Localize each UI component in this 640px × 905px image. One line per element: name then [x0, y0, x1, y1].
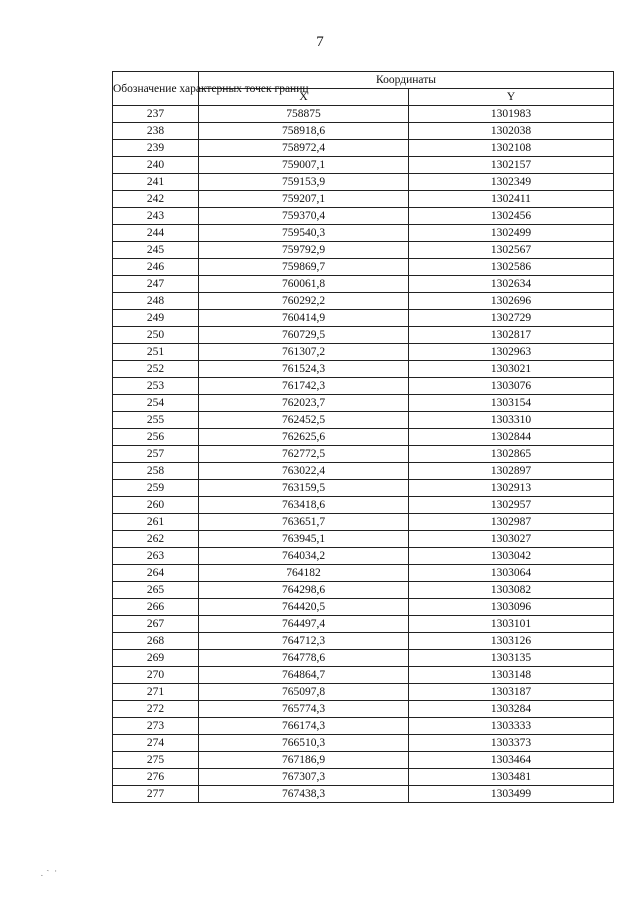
point-id-cell: 245 [113, 242, 199, 259]
point-id-cell: 268 [113, 633, 199, 650]
y-coordinate-cell: 1302957 [409, 497, 614, 514]
x-coordinate-cell: 761524,3 [199, 361, 409, 378]
x-coordinate-cell: 764182 [199, 565, 409, 582]
point-id-cell: 248 [113, 293, 199, 310]
table-row [113, 497, 614, 514]
x-coordinate-cell: 762625,6 [199, 429, 409, 446]
x-coordinate-cell: 759869,7 [199, 259, 409, 276]
point-id-cell: 275 [113, 752, 199, 769]
table-row [113, 786, 614, 803]
x-coordinate-cell: 767438,3 [199, 786, 409, 803]
x-coordinate-cell: 763418,6 [199, 497, 409, 514]
y-coordinate-cell: 1302913 [409, 480, 614, 497]
y-coordinate-cell: 1302963 [409, 344, 614, 361]
point-id-cell: 255 [113, 412, 199, 429]
y-coordinate-cell: 1303101 [409, 616, 614, 633]
point-id-cell: 258 [113, 463, 199, 480]
point-id-cell: 263 [113, 548, 199, 565]
x-coordinate-cell: 759540,3 [199, 225, 409, 242]
table-row [113, 123, 614, 140]
table-row [113, 582, 614, 599]
x-coordinate-cell: 759007,1 [199, 157, 409, 174]
point-id-cell: 251 [113, 344, 199, 361]
y-coordinate-cell: 1303096 [409, 599, 614, 616]
table-row [113, 616, 614, 633]
y-coordinate-cell: 1303187 [409, 684, 614, 701]
y-coordinate-cell: 1302411 [409, 191, 614, 208]
y-coordinate-cell: 1303042 [409, 548, 614, 565]
table-row [113, 701, 614, 718]
point-id-cell: 238 [113, 123, 199, 140]
x-coordinate-cell: 761307,2 [199, 344, 409, 361]
x-coordinate-cell: 759153,9 [199, 174, 409, 191]
table-row [113, 684, 614, 701]
x-coordinate-cell: 759792,9 [199, 242, 409, 259]
table-row [113, 667, 614, 684]
table-row [113, 242, 614, 259]
scan-artifact: · ` · [38, 865, 60, 881]
x-coordinate-cell: 758972,4 [199, 140, 409, 157]
x-coordinate-cell: 763945,1 [199, 531, 409, 548]
y-coordinate-cell: 1303021 [409, 361, 614, 378]
table-row [113, 310, 614, 327]
x-coordinate-cell: 758875 [199, 106, 409, 123]
point-id-cell: 277 [113, 786, 199, 803]
x-coordinate-cell: 762452,5 [199, 412, 409, 429]
x-coordinate-cell: 765097,8 [199, 684, 409, 701]
point-id-cell: 256 [113, 429, 199, 446]
x-coordinate-cell: 766510,3 [199, 735, 409, 752]
x-coordinate-cell: 763022,4 [199, 463, 409, 480]
point-id-cell: 241 [113, 174, 199, 191]
y-coordinate-cell: 1302456 [409, 208, 614, 225]
y-coordinate-cell: 1302897 [409, 463, 614, 480]
point-id-cell: 276 [113, 769, 199, 786]
x-coordinate-cell: 760729,5 [199, 327, 409, 344]
y-coordinate-cell: 1303082 [409, 582, 614, 599]
point-id-cell: 244 [113, 225, 199, 242]
x-coordinate-cell: 762023,7 [199, 395, 409, 412]
y-coordinate-cell: 1302499 [409, 225, 614, 242]
table-row [113, 140, 614, 157]
point-id-cell: 250 [113, 327, 199, 344]
point-id-cell: 242 [113, 191, 199, 208]
table-row [113, 480, 614, 497]
table-row [113, 599, 614, 616]
point-id-cell: 259 [113, 480, 199, 497]
point-id-cell: 246 [113, 259, 199, 276]
y-coordinate-cell: 1302817 [409, 327, 614, 344]
point-id-cell: 243 [113, 208, 199, 225]
y-coordinate-cell: 1302634 [409, 276, 614, 293]
y-coordinate-cell: 1303310 [409, 412, 614, 429]
y-coordinate-cell: 1303076 [409, 378, 614, 395]
table-row [113, 174, 614, 191]
x-coordinate-cell: 763159,5 [199, 480, 409, 497]
y-coordinate-cell: 1302987 [409, 514, 614, 531]
point-id-cell: 262 [113, 531, 199, 548]
y-coordinate-cell: 1303333 [409, 718, 614, 735]
y-coordinate-cell: 1303154 [409, 395, 614, 412]
y-coordinate-cell: 1302108 [409, 140, 614, 157]
table-row [113, 633, 614, 650]
table-row [113, 650, 614, 667]
point-id-cell: 257 [113, 446, 199, 463]
coordinates-header: Координаты [199, 72, 614, 89]
point-id-cell: 260 [113, 497, 199, 514]
coordinates-table [112, 71, 614, 803]
table-row [113, 565, 614, 582]
x-coordinate-cell: 760414,9 [199, 310, 409, 327]
x-coordinate-cell: 764298,6 [199, 582, 409, 599]
table-row [113, 344, 614, 361]
x-coordinate-cell: 762772,5 [199, 446, 409, 463]
table-row [113, 752, 614, 769]
y-coordinate-cell: 1303135 [409, 650, 614, 667]
y-coordinate-cell: 1303148 [409, 667, 614, 684]
y-coordinate-cell: 1303464 [409, 752, 614, 769]
point-id-cell: 265 [113, 582, 199, 599]
x-coordinate-cell: 758918,6 [199, 123, 409, 140]
point-id-cell: 252 [113, 361, 199, 378]
point-id-cell: 253 [113, 378, 199, 395]
y-coordinate-cell: 1303126 [409, 633, 614, 650]
table-row [113, 378, 614, 395]
x-coordinate-cell: 764864,7 [199, 667, 409, 684]
x-coordinate-cell: 764497,4 [199, 616, 409, 633]
y-coordinate-cell: 1303027 [409, 531, 614, 548]
y-coordinate-cell: 1303499 [409, 786, 614, 803]
x-coordinate-cell: 761742,3 [199, 378, 409, 395]
x-coordinate-cell: 760061,8 [199, 276, 409, 293]
table-row [113, 446, 614, 463]
table-body [113, 106, 614, 803]
point-id-cell: 261 [113, 514, 199, 531]
table-row [113, 429, 614, 446]
x-coordinate-cell: 767186,9 [199, 752, 409, 769]
y-coordinate-cell: 1303284 [409, 701, 614, 718]
table-row [113, 412, 614, 429]
table-row [113, 735, 614, 752]
table-row [113, 225, 614, 242]
point-id-cell: 237 [113, 106, 199, 123]
point-id-cell: 271 [113, 684, 199, 701]
table-row [113, 208, 614, 225]
y-coordinate-cell: 1303064 [409, 565, 614, 582]
y-coordinate-cell: 1301983 [409, 106, 614, 123]
point-id-cell: 274 [113, 735, 199, 752]
table-row [113, 191, 614, 208]
point-id-cell: 239 [113, 140, 199, 157]
y-coordinate-cell: 1302349 [409, 174, 614, 191]
table-row [113, 718, 614, 735]
x-coordinate-cell: 766174,3 [199, 718, 409, 735]
y-coordinate-cell: 1302567 [409, 242, 614, 259]
x-coordinate-cell: 764420,5 [199, 599, 409, 616]
point-id-cell: 269 [113, 650, 199, 667]
point-id-cell: 249 [113, 310, 199, 327]
y-coordinate-cell: 1302696 [409, 293, 614, 310]
y-coordinate-cell: 1302865 [409, 446, 614, 463]
point-id-cell: 270 [113, 667, 199, 684]
table-header [113, 72, 614, 106]
page-number: 7 [316, 34, 324, 50]
table-row [113, 548, 614, 565]
table-row [113, 514, 614, 531]
table-row [113, 361, 614, 378]
y-coordinate-cell: 1302157 [409, 157, 614, 174]
point-id-cell: 273 [113, 718, 199, 735]
x-coordinate-cell: 760292,2 [199, 293, 409, 310]
table-row [113, 327, 614, 344]
x-coordinate-cell: 764712,3 [199, 633, 409, 650]
x-coordinate-cell: 759207,1 [199, 191, 409, 208]
x-coordinate-cell: 763651,7 [199, 514, 409, 531]
x-coordinate-cell: 764034,2 [199, 548, 409, 565]
table-row [113, 293, 614, 310]
point-id-cell: 267 [113, 616, 199, 633]
point-id-cell: 264 [113, 565, 199, 582]
table-row [113, 769, 614, 786]
x-coordinate-cell: 765774,3 [199, 701, 409, 718]
x-coordinate-cell: 767307,3 [199, 769, 409, 786]
y-coordinate-cell: 1302729 [409, 310, 614, 327]
y-coordinate-cell: 1303373 [409, 735, 614, 752]
y-coordinate-cell: 1302038 [409, 123, 614, 140]
table-row [113, 463, 614, 480]
table-row [113, 259, 614, 276]
x-column-header: X [199, 89, 409, 106]
y-coordinate-cell: 1302586 [409, 259, 614, 276]
point-id-cell: 240 [113, 157, 199, 174]
point-id-cell: 272 [113, 701, 199, 718]
point-column-header: Обозначение характерных точек границ [113, 72, 199, 106]
x-coordinate-cell: 759370,4 [199, 208, 409, 225]
point-id-cell: 254 [113, 395, 199, 412]
table-row [113, 157, 614, 174]
y-coordinate-cell: 1302844 [409, 429, 614, 446]
y-coordinate-cell: 1303481 [409, 769, 614, 786]
table-row [113, 106, 614, 123]
point-id-cell: 247 [113, 276, 199, 293]
table-row [113, 531, 614, 548]
y-column-header: Y [409, 89, 614, 106]
table-row [113, 276, 614, 293]
x-coordinate-cell: 764778,6 [199, 650, 409, 667]
point-id-cell: 266 [113, 599, 199, 616]
table-row [113, 395, 614, 412]
